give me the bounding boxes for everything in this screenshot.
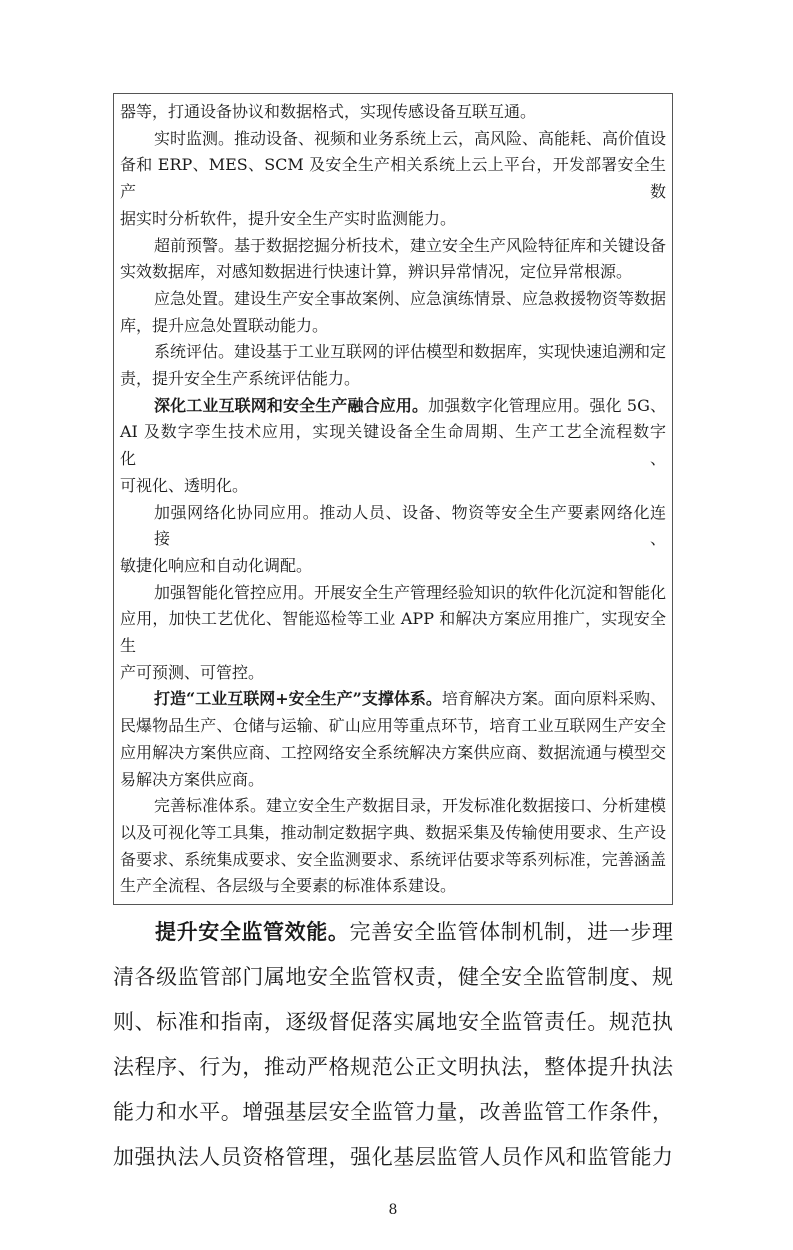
line-text: 应急处置。建设生产安全事故案例、应急演练情景、应急救援物资等数据 (154, 288, 667, 308)
box-line (120, 740, 666, 767)
line-text: 能力和水平。增强基层安全监管力量，改善监管工作条件， (113, 1100, 673, 1125)
box-line (120, 259, 666, 286)
box-line (120, 873, 666, 900)
bold-heading: 深化工业互联网和安全生产融合应用。 (154, 395, 429, 415)
page-number: 8 (388, 1202, 398, 1219)
line-text: 清各级监管部门属地安全监管权责，健全安全监管制度、规 (113, 965, 673, 990)
box-line (120, 99, 666, 126)
bold-heading: 打造“工业互联网+安全生产”支撑体系。 (154, 689, 442, 709)
box-line (120, 152, 666, 205)
body-line (113, 1045, 673, 1090)
box-line (120, 419, 666, 472)
line-text: AI 及数字孪生技术应用，实现关键设备全生命周期、生产工艺全流程数字化、 (120, 422, 666, 469)
box-line (120, 793, 666, 820)
line-text: 库，提升应急处置联动能力。 (120, 315, 329, 335)
line-text: 易解决方案供应商。 (120, 769, 265, 789)
line-text: 以及可视化等工具集，推动制定数据字典、数据采集及传输使用要求、生产设 (120, 822, 666, 842)
body-line (113, 1090, 673, 1135)
box-line (120, 126, 666, 153)
box-line (120, 473, 666, 500)
highlight-box (113, 93, 673, 905)
box-line (120, 553, 666, 580)
line-text: 实时监测。推动设备、视频和业务系统上云，高风险、高能耗、高价值设 (154, 128, 667, 148)
box-line (120, 686, 666, 713)
line-text: 加强执法人员资格管理，强化基层监管人员作风和监管能力 (113, 1145, 673, 1170)
box-line (120, 313, 666, 340)
box-line (120, 660, 666, 687)
box-line (120, 767, 666, 794)
box-line (120, 500, 666, 553)
bold-heading: 提升安全监管效能。 (155, 919, 350, 945)
box-line (120, 847, 666, 874)
line-text: 加强数字化管理应用。强化 5G、 (428, 395, 666, 415)
main-paragraph (113, 909, 673, 1180)
line-text: 加强智能化管控应用。开展安全生产管理经验知识的软件化沉淀和智能化 (154, 582, 667, 602)
line-text: 实效数据库，对感知数据进行快速计算，辨识异常情况，定位异常根源。 (120, 262, 633, 282)
body-line (113, 1000, 673, 1045)
box-line (120, 606, 666, 659)
line-text: 备要求、系统集成要求、安全监测要求、系统评估要求等系列标准，完善涵盖 (120, 849, 666, 869)
line-text: 器等，打通设备协议和数据格式，实现传感设备互联互通。 (120, 102, 537, 121)
box-line (120, 286, 666, 313)
line-text: 民爆物品生产、仓储与运输、矿山应用等重点环节，培育工业互联网生产安全 (120, 716, 666, 736)
line-text: 则、标准和指南，逐级督促落实属地安全监管责任。规范执 (113, 1010, 673, 1035)
box-line (120, 206, 666, 233)
line-text: 应用，加快工艺优化、智能巡检等工业 APP 和解决方案应用推广，实现安全生 (120, 609, 666, 656)
box-line (120, 339, 666, 366)
line-text: 责，提升安全生产系统评估能力。 (120, 369, 361, 389)
line-text: 产可预测、可管控。 (120, 662, 265, 682)
box-line (120, 820, 666, 847)
line-text: 法程序、行为，推动严格规范公正文明执法，整体提升执法 (113, 1055, 673, 1080)
box-line (120, 713, 666, 740)
line-text: 完善安全监管体制机制，进一步理 (349, 920, 674, 945)
line-text: 备和 ERP、MES、SCM 及安全生产相关系统上云上平台，开发部署安全生产数 (120, 155, 666, 202)
body-line (113, 1135, 673, 1180)
line-text: 生产全流程、各层级与全要素的标准体系建设。 (120, 876, 457, 896)
line-text: 完善标准体系。建立安全生产数据目录，开发标准化数据接口、分析建模 (154, 796, 667, 816)
line-text: 培育解决方案。面向原料采购、 (441, 689, 666, 709)
box-line (120, 393, 666, 420)
box-line (120, 580, 666, 607)
line-text: 系统评估。建设基于工业互联网的评估模型和数据库，实现快速追溯和定 (154, 342, 667, 362)
box-line (120, 366, 666, 393)
line-text: 敏捷化响应和自动化调配。 (120, 555, 313, 575)
line-text: 加强网络化协同应用。推动人员、设备、物资等安全生产要素网络化连接、 (154, 502, 666, 549)
line-text: 超前预警。基于数据挖掘分析技术，建立安全生产风险特征库和关键设备 (154, 235, 667, 255)
body-line (113, 909, 673, 955)
line-text: 据实时分析软件，提升安全生产实时监测能力。 (120, 208, 457, 228)
box-line (120, 233, 666, 260)
body-line (113, 955, 673, 1000)
line-text: 应用解决方案供应商、工控网络安全系统解决方案供应商、数据流通与模型交 (120, 742, 666, 762)
line-text: 可视化、透明化。 (120, 475, 249, 495)
